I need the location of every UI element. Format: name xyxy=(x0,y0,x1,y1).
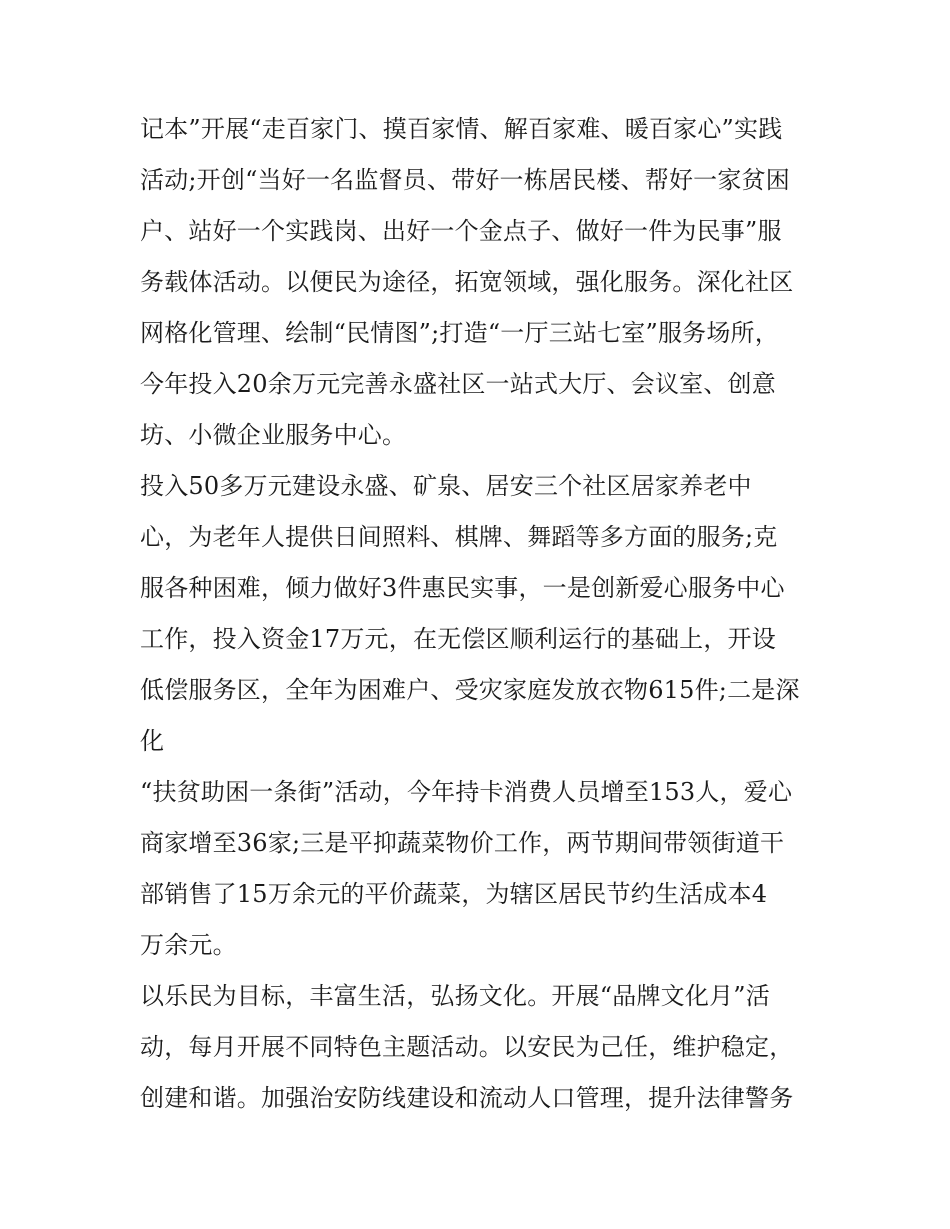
text-line: 万余元。 xyxy=(140,931,237,959)
text-line: 记本”开展“走百家门、摸百家情、解百家难、暖百家心”实践 xyxy=(140,115,783,143)
text-line: 动，每月开展不同特色主题活动。以安民为己任，维护稳定， xyxy=(140,1033,794,1061)
text-line: 以乐民为目标，丰富生活，弘扬文化。开展“品牌文化月”活 xyxy=(140,982,770,1010)
text-line: 投入50多万元建设永盛、矿泉、居安三个社区居家养老中 xyxy=(140,472,752,500)
text-line: 工作，投入资金17万元，在无偿区顺利运行的基础上，开设 xyxy=(140,625,776,653)
text-line: 创建和谐。加强治安防线建设和流动人口管理，提升法律警务 xyxy=(140,1084,794,1112)
text-line: 低偿服务区，全年为困难户、受灾家庭发放衣物615件;二是深 xyxy=(140,676,800,704)
text-line: 部销售了15万余元的平价蔬菜，为辖区居民节约生活成本4 xyxy=(140,880,768,908)
text-line: 务载体活动。以便民为途径，拓宽领域，强化服务。深化社区 xyxy=(140,268,794,296)
text-line: 坊、小微企业服务中心。 xyxy=(140,421,407,449)
text-line: 活动;开创“当好一名监督员、带好一栋居民楼、帮好一家贫困 xyxy=(140,166,790,194)
text-line: 服各种困难，倾力做好3件惠民实事，一是创新爱心服务中心 xyxy=(140,574,785,602)
text-line: 网格化管理、绘制“民情图”;打造“一厅三站七室”服务场所， xyxy=(140,319,779,347)
text-line: “扶贫助困一条街”活动，今年持卡消费人员增至153人，爱心 xyxy=(140,778,793,806)
text-line: 今年投入20余万元完善永盛社区一站式大厅、会议室、创意 xyxy=(140,370,776,398)
text-line: 商家增至36家;三是平抑蔬菜物价工作，两节期间带领街道干 xyxy=(140,829,785,857)
text-line: 化 xyxy=(140,727,165,755)
text-line: 户、站好一个实践岗、出好一个金点子、做好一件为民事”服 xyxy=(140,217,782,245)
text-line: 心，为老年人提供日间照料、棋牌、舞蹈等多方面的服务;克 xyxy=(140,523,778,551)
document-body xyxy=(140,104,840,1124)
